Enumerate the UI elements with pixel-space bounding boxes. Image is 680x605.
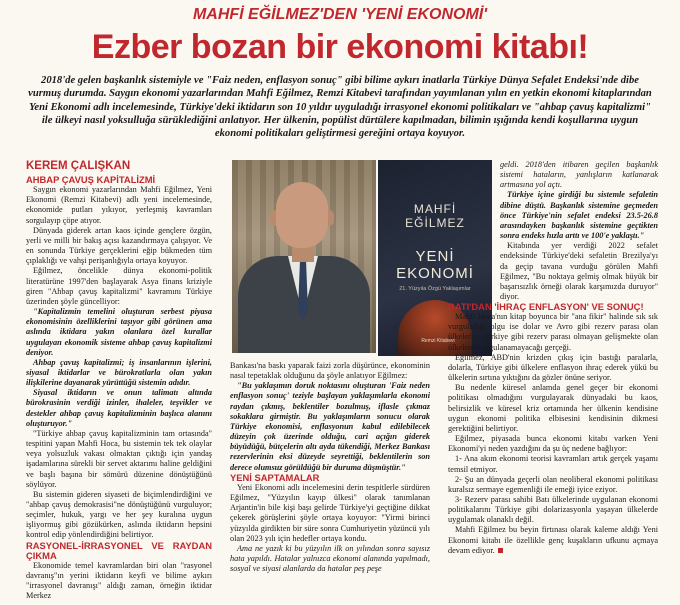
paragraph [448,525,658,555]
paragraph: Eğilmez, piyasada bunca ekonomi kitabı varken Yeni Ekonomi'yi neden yazdığını da şu üç nedene bağlıyor: [448,434,658,454]
article-column-3-bottom [448,302,658,556]
subheading-rasyonel: RASYONEL-İRRASYONEL VE RAYDAN ÇIKMA [26,539,212,561]
paragraph: Dünyada giderek artan kaos içinde gençlere özgün, yerli ve milli bir bakış açısı kazandırmaya çalışıyor. Ve en sonunda Türkiye gerçeklerini eğip bükmeden tüm çıplaklığı ve vahşi perişanlığıyla ortaya koyuyor. [26,225,212,266]
kicker: MAHFİ EĞİLMEZ'DEN 'YENİ EKONOMİ' [192,6,488,23]
book-author: MAHFİ EĞİLMEZ [405,202,465,230]
author-photo [232,160,376,353]
subheading-saptamalar: YENİ SAPTAMALAR [230,471,320,483]
quote-paragraph: Ahbap çavuş kapitalizmi; iş insanlarının işlerini, siyasal iktidarlar ve bürokratlarla olan yakın ilişkilerine dayanarak yürüttüğü sistemin adıdır. [26,357,212,388]
paragraph: Bu nedenle küresel anlamda genel geçer bir ekonomi politikası olmadığını vurgulayarak dünyadaki bu kaos, belirsizlik ve küresel kriz ortamında her ülkenin kendisine uygun ekonomi politika elbisesini kendisinin dikmesi gerektiğini belirtiyor. [448,383,658,433]
end-mark-icon [498,548,503,553]
quote-paragraph: "Bu yaklaşımın doruk noktasını oluşturan 'Faiz neden enflasyon sonuç' teziyle başlayan yaklaşımlarla ekonomi raydan çıkmış, beklentiler bozulmuş, iflasle çıkmaz sokaklara girmiştir. Bu yaklaşımların sonucu olarak Türkiye ekonomisi, enflasyonun kabul edilebilecek düzeyin çok üzerinde olduğu, cari açığın giderek büyüdüğü, bütçelerin altı ayda tükendiği, Merkez Bankası rezervlerinin eksi düzeyde seyrettiği, beklentilerin son derece olumsuz görüldüğü bir duruma düşmüştür." [230,381,430,472]
paragraph: Yeni Ekonomi adlı incelemesini derin tespitlerle sürdüren Eğilmez, "Yüzyılın kayıp ülkesi" olarak tanımlanan Arjantin'in bile kişi başı gelirde Türkiye'yi geçtiğine dikkat çekerek görüşlerini şöyle ortaya koyuyor: "Yirmi birinci yüzyılda girdikten bir süre sonra Cumhuriyetin yüzüncü yılı olan 2023 yılı için hedefler ortaya kondu. [230,482,430,543]
quote-paragraph: Siyasal iktidarın ve onun talimatı altında bürokrasinin verdiği izinler, ihaleler, teşvikler ve destekler ahbap çavuş kapitalizminin başlıca alanını oluşturuyor." [26,388,212,428]
paragraph: Eğilmez, ABD'nin krizden çıkış için bastığı paralarla, dolarla, Türkiye gibi ülkelere enflasyon ihraç ederek yükü bu ülkelerin sırtına yıktığını da gözler önüne seriyor. [448,352,658,383]
subheading-ihrac: BATI'DAN 'İHRAÇ ENFLASYON' VE SONUÇ! [448,301,644,312]
book-subtitle: 21. Yüzyıla Özgü Yaklaşımlar [399,286,471,292]
paragraph: Mahfi Hoca'nın kitap boyunca bir "ana fikir" halinde sık sık vurguladığı olgu ise dolar ve Avro gibi rezerv parası olan ülkelerle, Türkiye gibi rezerv parası olmayan gelişmekte olan ülkelerde uygulanamayacağı gerçeği. [448,312,658,352]
paragraph: 2- Şu an dünyada geçerli olan neoliberal ekonomi politikası kuralsız sermaye egemenliği ile emeği iyice eziyor. [448,474,658,494]
quote-paragraph: geldi. 2018'den itibaren geçilen başkanlık sistemi hataların, yanlışların katlanarak artmasına yol açtı. [500,160,658,190]
paragraph: 3- Rezerv parası sahibi Batı ülkelerinde uygulanan ekonomi politikalarını Türkiye gibi dolarizasyonla yaşayan ülkelerde uygulamak olanaklı değil. [448,494,658,525]
article-column-1 [26,175,212,602]
paragraph: Eğilmez, öncelikle dünya ekonomi-politik literatürüne 1997'den başlayarak Asya finans kriziyle giren "Ahbap çavuş kapitalizmi" kavramını Türkiye üzerinden şöyle güncelliyor: [26,266,212,306]
subheading-ahbap: AHBAP ÇAVUŞ KAPİTALİZMİ [26,174,156,185]
headline: Ezber bozan bir ekonomi kitabı! [91,28,589,66]
paragraph: Kitabında yer verdiği 2022 sefalet endeksinde Türkiye'deki sefaletin Brezilya'yı da geçip tavana vurduğu görülen Mahfi Eğilmez, "Bu noktaya gelmiş olmak büyük bir başarısızlık örneği olarak karşımızda duruyor" diyor. [500,241,658,302]
paragraph: Saygın ekonomi yazarlarından Mahfi Eğilmez, Yeni Ekonomi (Remzi Kitabevi) adlı yeni incelemesinde, ekonomide putları yıkıyor, yerleşmiş kavramları sorgulayıp çöpe atıyor. [26,185,212,225]
book-publisher: Remzi Kitabevi [421,338,455,344]
paragraph: Ekonomide temel kavramlardan biri olan "rasyonel davranış"ın yerini iktidarın keyfi ve bilime aykırı "irrasyonel davranışı" aldığı zaman, örneğin iktidar Merkez [26,560,212,601]
paragraph: "Türkiye ahbap çavuş kapitalizminin tam ortasında" tespitini yapan Mahfi Hoca, bu sistemin tek tek olaylar veya yolsuzluk vakası olmaktan çıktığı için yandaş işadamlarına sürekli bir servet aktarımı haline geldiğini ve başlı başına bir sömürü düzenine dönüştüğünü söylüyor. [26,428,212,489]
article-column-2 [230,361,430,574]
quote-paragraph: "Kapitalizmin temelini oluşturan serbest piyasa ekonomisinin özelliklerini taşıyor gibi görünen ama aslında iktidara yakın olanlara özel kurallar uygulayan ekonomik sisteme ahbap çavuş kapitalizmi deniyor. [26,307,212,357]
closing-text: Mahfi Eğilmez bu beyin firtınası olarak kaleme aldığı Yeni Ekonomi kitabı ile özellikle genç kuşakların ufkunu açmaya devam ediyor. [448,525,658,555]
paragraph: Bankası'na baskı yaparak faizi zorla düşürünce, ekonominin nasıl tepetaklak olduğunu da şöyle anlatıyor Eğilmez: [230,361,430,381]
article-column-3-top [500,160,658,302]
byline: KEREM ÇALIŞKAN [26,160,131,172]
paragraph: Bu sistemin gideren siyaseti de biçimlendirdiğini ve "ahbap çavuş demokrasisi"ne dönüştüğünü vurguluyor; seçimler, hukuk, yargı ve her şey kuralına uygun işliyormuş gibi gözükürken, aslında iktidarın hepsini kontrol edip yönlendirdiğini belirtiyor. [26,489,212,540]
quote-paragraph: Türkiye içine girdiği bu sistemle sefaletin dibine düştü. Başkanlık sistemine geçmeden önce Türkiye'nin sefalet endeksi 23.5-26.8 arasındayken başkanlık sistemine geçtikten sonra endeks hızla arttı ve 100'e yaklaştı." [500,190,658,241]
book-title: YENİ EKONOMİ [396,248,474,282]
spot-text: 2018'de gelen başkanlık sistemiyle ve "Faiz neden, enflasyon sonuç" gibi bilime aykırı inatlarla Türkiye Dünya Sefalet Endeksi'nde dibe vurmuş durumda. Saygın ekonomi yazarlarından Mahfi Eğilmez, Remzi Kitabevi tarafından yayımlanan yılın en yetkin ekonomi kitaplarından Yeni Ekonomi adlı incelemesinde, Türkiye'deki iktidarın son 10 yıldır uyguladığı irrasyonel ekonomi politikaları ve "ahbap çavuş kapitalizmi" ile ülkeyi nasıl yoksulluğa sürüklediğini anlatıyor. Her ülkenin, popülist dürtülere kapılmadan, bilimin ışığında kendi koşullarına uygun ekonomi politikaları geliştirmesi gereğini ortaya koyuyor. [28,75,652,140]
paragraph: 1- Ana akım ekonomi teorisi kavramları artık gerçek yaşamı temsil etmiyor. [448,454,658,474]
quote-paragraph: Ama ne yazık ki bu yüzyılın ilk on yılından sonra sayısız hata yapıldı. Hatalar yalnızca ekonomi alanında yapılmadı, sosyal ve siyasi alanlarda da hatalar peş peşe [230,543,430,574]
